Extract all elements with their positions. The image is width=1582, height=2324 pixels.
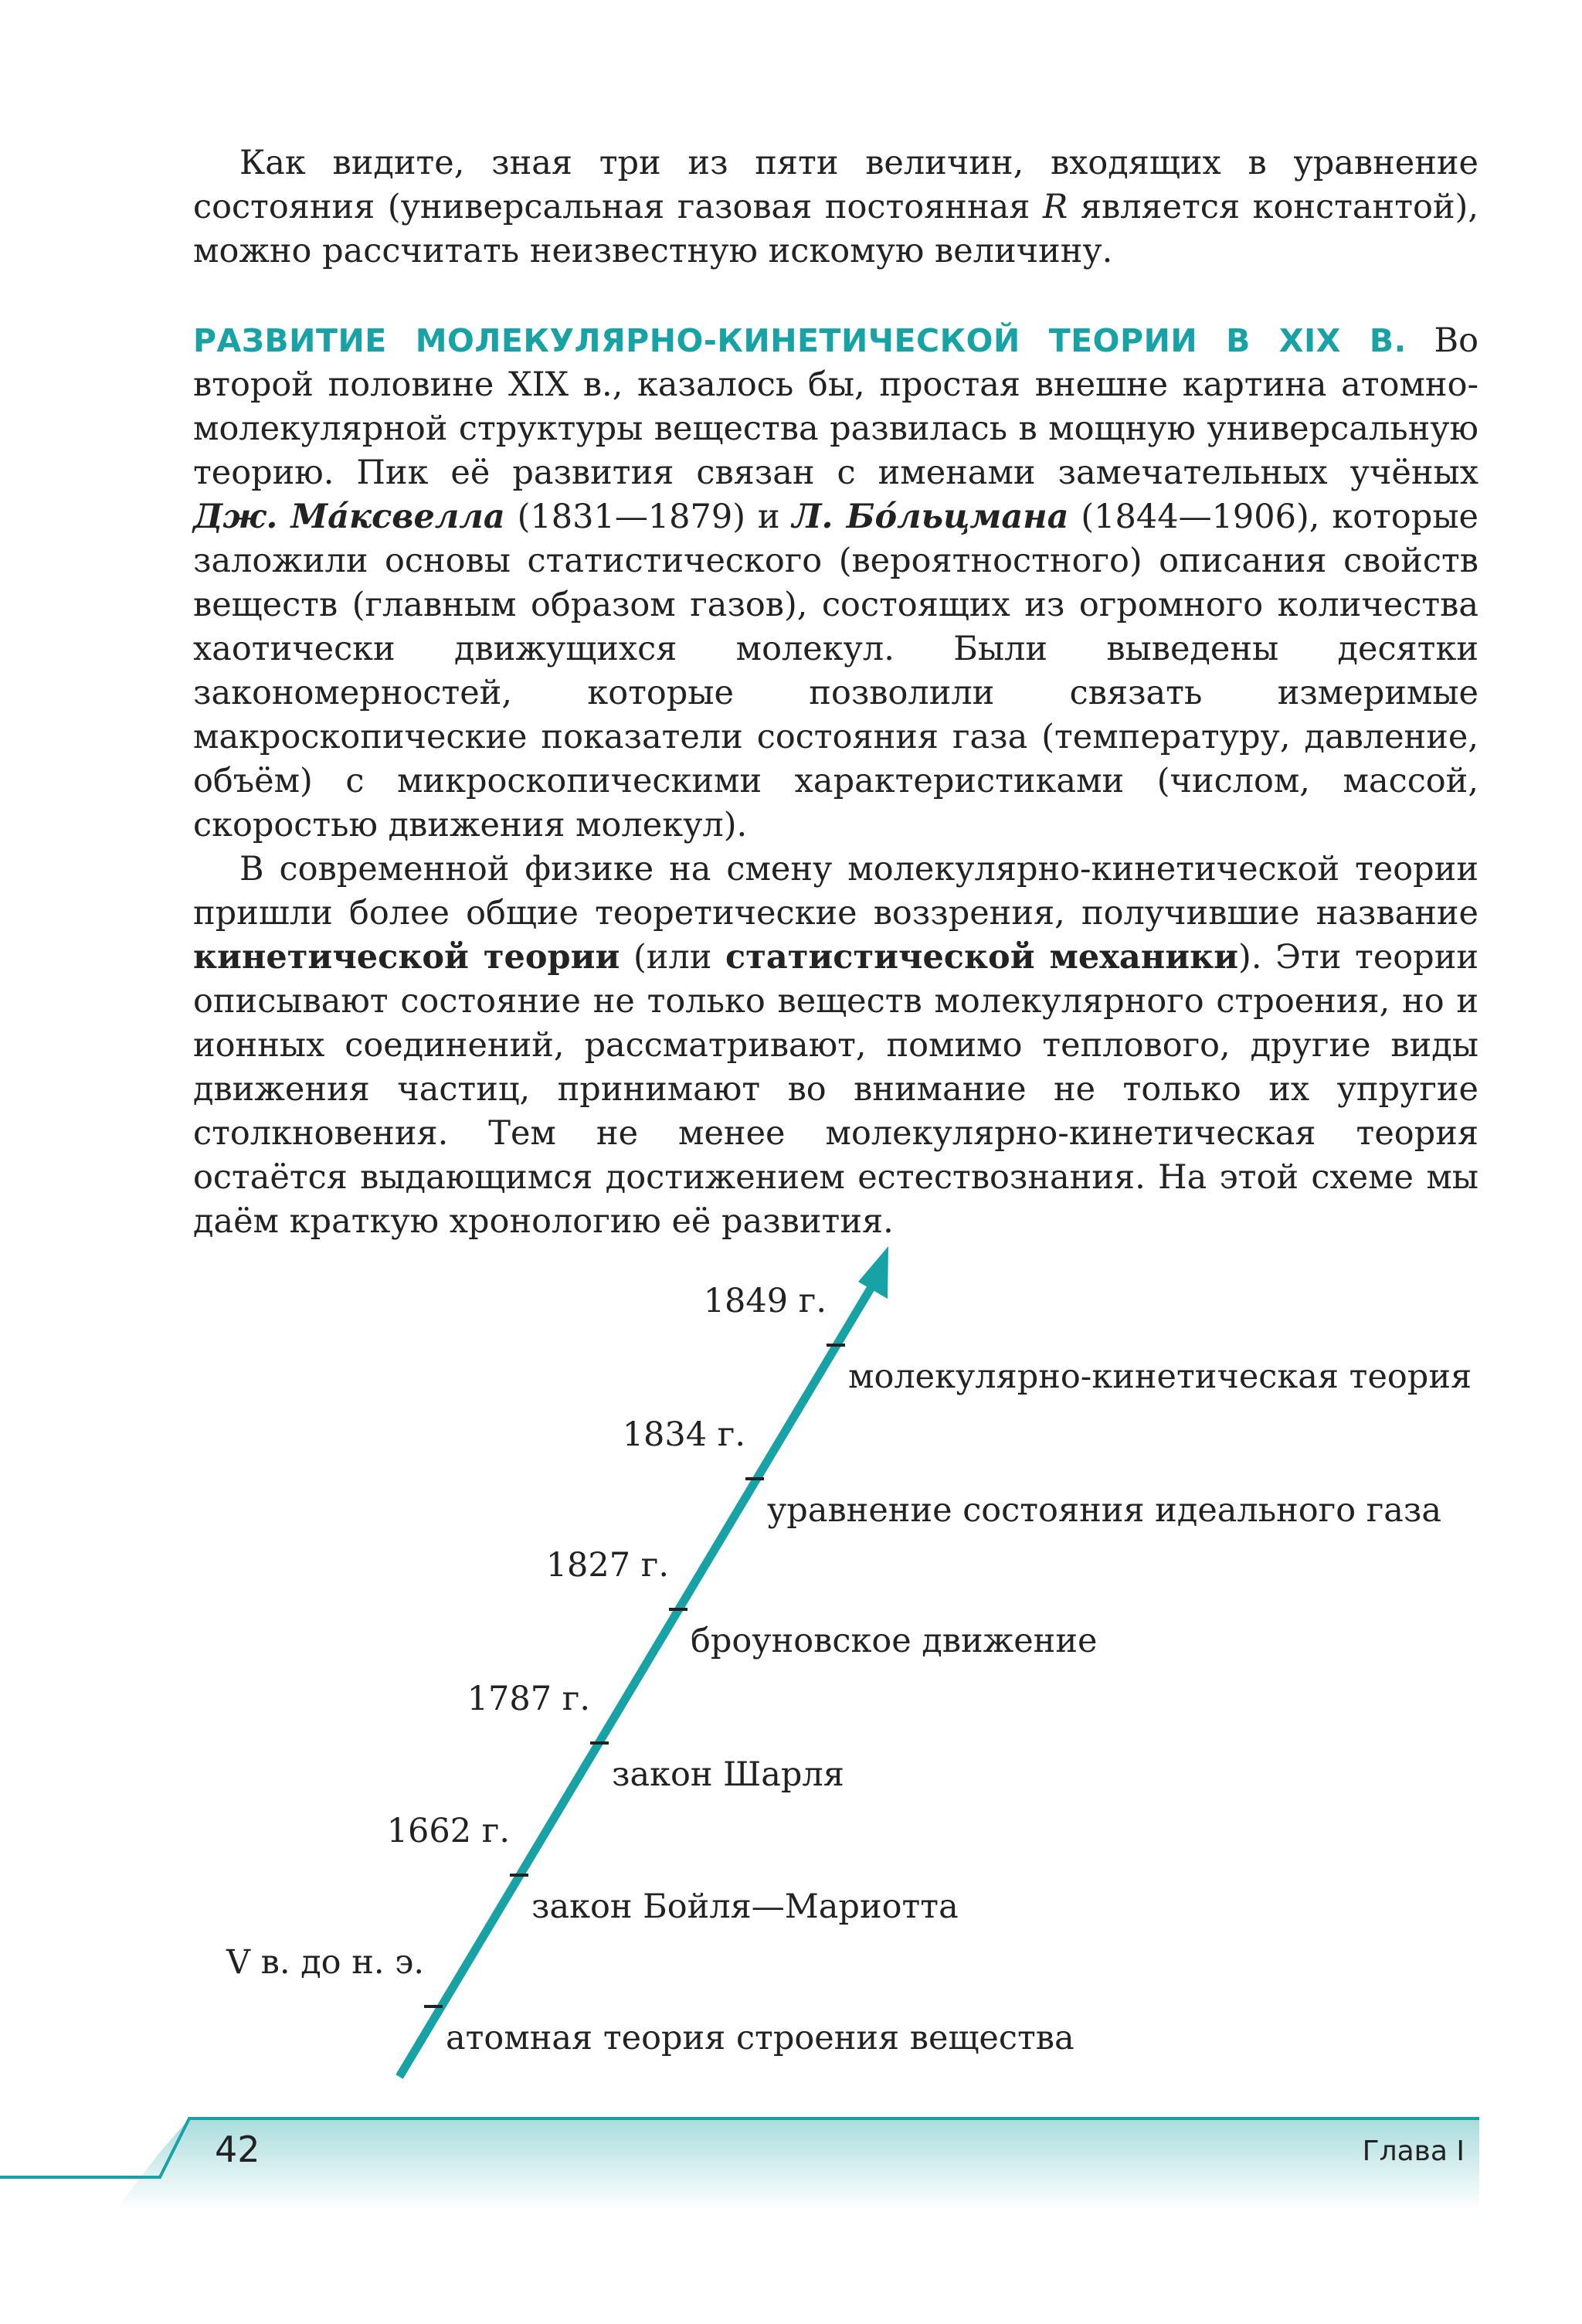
section-text: (1831—1879) и [504, 498, 793, 536]
timeline-year: 1827 г. [545, 1546, 669, 1585]
timeline-year: 1662 г. [386, 1812, 510, 1850]
section-text: (или [620, 938, 726, 977]
section-text: ). Эти теории описывают состояние не только веществ молекулярного строения, но и ионных соединений, рассматривают, помимо теплового, другие виды движения частиц, принимают во внимание не только их упругие столкновения. Тем не менее молекулярно-кинетическая теория остаётся выдающимся достижением естествознания. На этой схеме мы даём краткую хронологию её развития. [193, 938, 1479, 1241]
chapter-label: Глава I [1362, 2135, 1465, 2167]
timeline-event: закон Шарля [612, 1755, 844, 1794]
gas-constant-symbol: R [1042, 188, 1068, 226]
timeline-year: V в. до н. э. [226, 1943, 424, 1982]
scientist-boltzmann: Л. Бо́льцмана [792, 498, 1069, 536]
timeline-event: уравнение состояния идеального газа [767, 1491, 1442, 1530]
section-text: В современной физике на смену молекулярно-кинетической теории пришли более общие теоретические воззрения, получившие название [193, 850, 1478, 933]
term-statistical-mechanics: статистической механики [725, 938, 1239, 977]
term-kinetic-theory: кинетической теории [193, 938, 620, 977]
intro-text-end: является константой), можно рассчитать неизвестную искомую величину. [193, 188, 1478, 270]
intro-text: Как видите, зная три из пяти величин, входящих в уравнение состояния (универсальная газовая постоянная [193, 144, 1478, 226]
section-text: (1844—1906), которые заложили основы статистического (вероятностного) описания свойств веществ (главным образом газов), состоящих из огромного количества хаотически движущихся молекул. Были выведены десятки закономерностей, которые позволили связать измеримые макроскопические показатели состояния газа (температуру, давление, объём) с микроскопическими характеристиками (числом, массой, скоростью движения молекул). [193, 498, 1478, 844]
timeline-year: 1787 г. [467, 1680, 590, 1718]
timeline-event: атомная теория строения вещества [446, 2019, 1074, 2057]
timeline-year: 1849 г. [703, 1282, 827, 1320]
section-text: Во второй половине XIX в., казалось бы, простая внешне картина атомно-молекулярной структуры вещества развилась в мощную универсальную теорию. Пик её развития связан с именами замечательных учёных [193, 321, 1478, 492]
page-number: 42 [215, 2129, 260, 2170]
timeline-event: броуновское движение [691, 1622, 1098, 1660]
timeline-event: закон Бойля—Мариотта [531, 1887, 959, 1926]
section-heading: РАЗВИТИЕ МОЛЕКУЛЯРНО-КИНЕТИЧЕСКОЙ ТЕОРИИ В XIX В. [193, 322, 1407, 359]
timeline-year: 1834 г. [622, 1415, 745, 1454]
scientist-maxwell: Дж. Ма́ксвелла [193, 498, 505, 536]
timeline-event: молекулярно-кинетическая теория [848, 1357, 1472, 1396]
